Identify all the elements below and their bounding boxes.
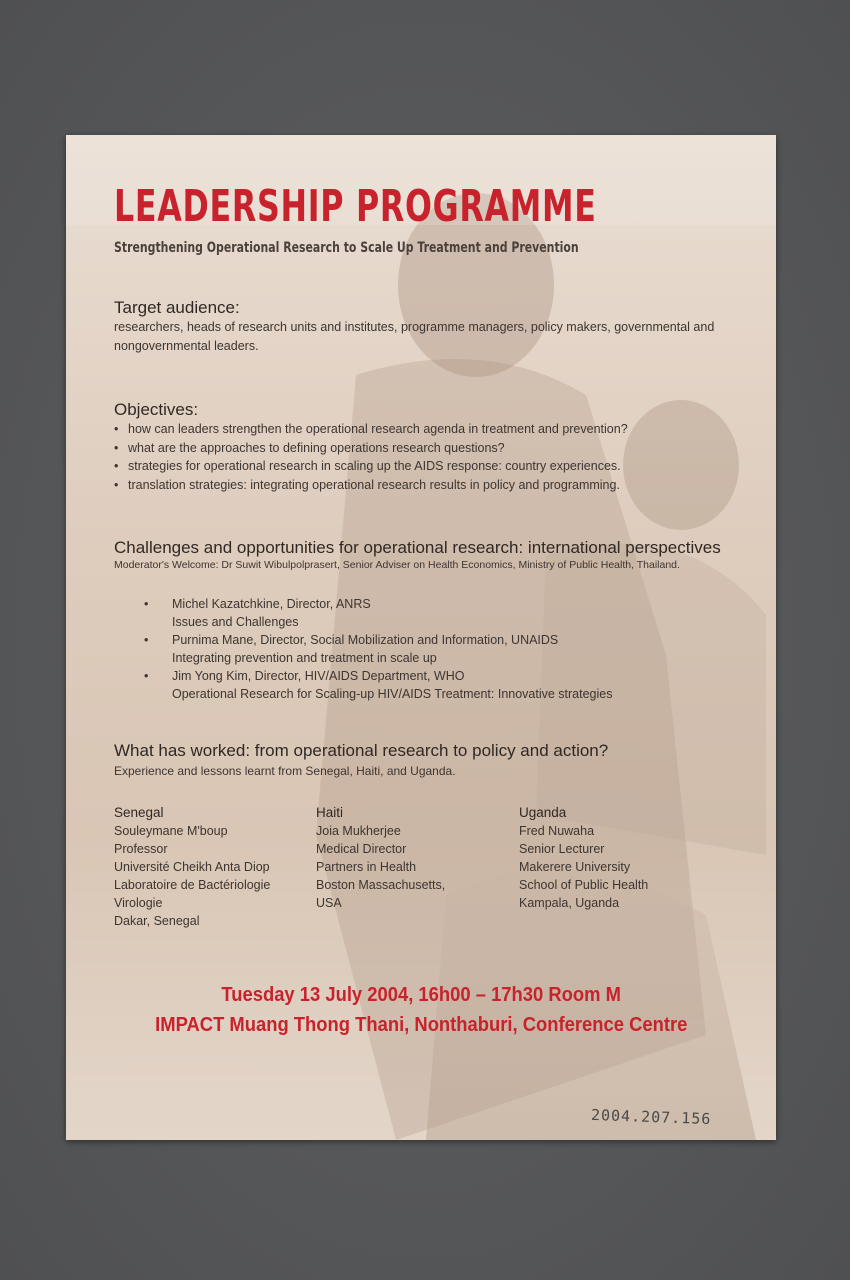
country-line: Professor xyxy=(114,842,168,856)
event-datetime xyxy=(66,984,776,1007)
country-line: Université Cheikh Anta Diop xyxy=(114,860,270,874)
country-line: Senior Lecturer xyxy=(519,842,605,856)
speaker-list xyxy=(144,595,613,703)
country-column-senegal xyxy=(114,803,270,930)
speaker-item xyxy=(144,667,613,703)
speaker-topic: Integrating prevention and treatment in scale up xyxy=(172,651,437,665)
speaker-topic: Operational Research for Scaling-up HIV/AIDS Treatment: Innovative strategies xyxy=(172,687,613,701)
event-venue xyxy=(66,1014,776,1037)
country-column-uganda xyxy=(519,803,648,912)
speaker-item xyxy=(144,631,613,667)
country-line: Souleymane M'boup xyxy=(114,824,228,838)
objective-item: • what are the approaches to defining operations research questions? xyxy=(128,439,628,458)
country-line: Dakar, Senegal xyxy=(114,914,200,928)
challenges-heading: Challenges and opportunities for operational research: international perspectives xyxy=(114,538,721,557)
programme-leaflet xyxy=(66,135,776,1140)
speaker-item xyxy=(144,595,613,631)
objectives-list xyxy=(114,420,628,494)
speaker-name: Michel Kazatchkine, Director, ANRS xyxy=(172,597,371,611)
country-name: Senegal xyxy=(114,805,164,820)
speaker-name: Purnima Mane, Director, Social Mobilization and Information, UNAIDS xyxy=(172,633,559,647)
accession-number: 2004.207.156 xyxy=(590,1105,712,1129)
bullet: • xyxy=(144,669,149,683)
programme-subtitle: Strengthening Operational Research to Scale Up Treatment and Prevention xyxy=(114,240,579,256)
what-has-worked-subtext: Experience and lessons learnt from Senegal, Haiti, and Uganda. xyxy=(114,764,456,778)
event-venue-text: IMPACT Muang Thong Thani, Nonthaburi, Conference Centre xyxy=(154,1014,688,1036)
objective-item: • how can leaders strengthen the operational research agenda in treatment and prevention? xyxy=(128,420,628,439)
country-line: Laboratoire de Bactériologie xyxy=(114,878,271,892)
country-line: Joia Mukherjee xyxy=(316,824,401,838)
moderator-welcome: Moderator's Welcome: Dr Suwit Wibulpolprasert, Senior Adviser on Health Economics, Ministry of Public Health, Thailand. xyxy=(114,559,680,571)
objectives-heading: Objectives: xyxy=(114,400,199,419)
country-line: Boston Massachusetts, xyxy=(316,878,446,892)
country-name: Uganda xyxy=(519,805,567,820)
country-name: Haiti xyxy=(316,805,344,820)
country-line: USA xyxy=(316,896,342,910)
country-line: Kampala, Uganda xyxy=(519,896,620,910)
country-line: Fred Nuwaha xyxy=(519,824,595,838)
target-audience-line: researchers, heads of research units and institutes, programme managers, policy makers, governmental and xyxy=(114,320,715,334)
country-line: Virologie xyxy=(114,896,163,910)
country-line: Makerere University xyxy=(519,860,631,874)
bullet: • xyxy=(144,633,149,647)
target-audience-heading: Target audience: xyxy=(114,298,240,317)
speaker-name: Jim Yong Kim, Director, HIV/AIDS Department, WHO xyxy=(172,669,465,683)
programme-title: LEADERSHIP PROGRAMME xyxy=(114,181,597,232)
event-datetime-text: Tuesday 13 July 2004, 16h00 – 17h30 Room M xyxy=(221,984,621,1006)
objective-item: • strategies for operational research in scaling up the AIDS response: country experiences. xyxy=(128,457,628,476)
bullet: • xyxy=(144,597,149,611)
target-audience-line: nongovernmental leaders. xyxy=(114,339,259,353)
country-column-haiti xyxy=(316,803,445,912)
country-line: Medical Director xyxy=(316,842,407,856)
objective-item: • translation strategies: integrating operational research results in policy and programming. xyxy=(128,476,628,495)
what-has-worked-heading: What has worked: from operational research to policy and action? xyxy=(114,741,609,760)
speaker-topic: Issues and Challenges xyxy=(172,615,299,629)
country-line: School of Public Health xyxy=(519,878,649,892)
target-audience-text xyxy=(114,318,714,356)
country-line: Partners in Health xyxy=(316,860,417,874)
